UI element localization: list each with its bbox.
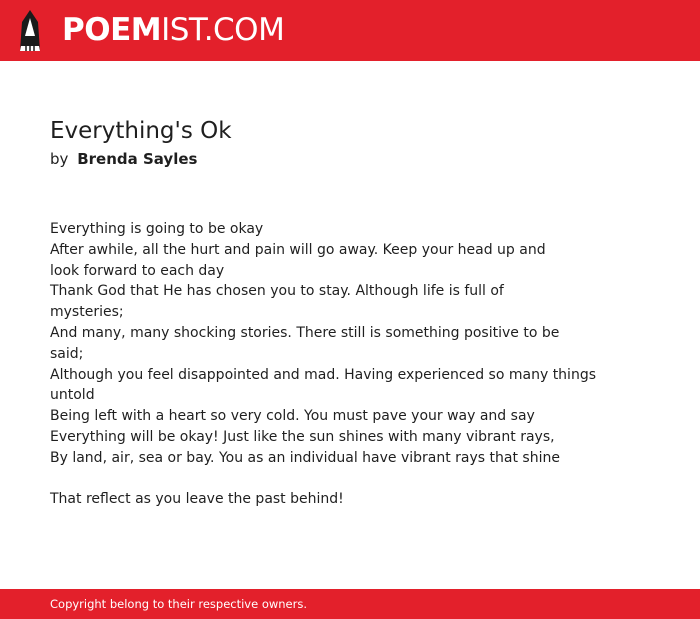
poem-title: Everything's Ok	[50, 118, 232, 144]
site-footer	[0, 589, 700, 619]
poem-line: said;	[50, 345, 84, 362]
poem-line: Everything will be okay! Just like the sun shines with many vibrant rays,	[50, 428, 555, 445]
logo-text-bold: POEM	[62, 12, 162, 48]
poem-line: By land, air, sea or bay. You as an individual have vibrant rays that shine	[50, 449, 560, 466]
logo-text-light: IST.COM	[161, 12, 285, 48]
poem-line: Although you feel disappointed and mad. Having experienced so many things	[50, 366, 596, 383]
site-header	[0, 0, 700, 61]
poem-line: Thank God that He has chosen you to stay. Although life is full of	[50, 283, 504, 300]
poem-line: mysteries;	[50, 304, 124, 321]
poem-line: After awhile, all the hurt and pain will go away. Keep your head up and	[50, 241, 546, 258]
pencil-logo-icon[interactable]	[18, 10, 42, 51]
poem-line: look forward to each day	[50, 262, 225, 279]
site-logo[interactable]	[62, 13, 284, 47]
poem-line: And many, many shocking stories. There still is something positive to be	[50, 324, 560, 341]
poem-line: Being left with a heart so very cold. You must pave your way and say	[50, 408, 535, 425]
author-name[interactable]: Brenda Sayles	[77, 150, 198, 168]
poem-line: Everything is going to be okay	[50, 221, 264, 237]
poem-body	[50, 219, 610, 510]
poem-line: untold	[50, 387, 95, 404]
poem-blank-line	[50, 469, 610, 490]
byline	[50, 149, 197, 169]
by-label: by	[50, 150, 69, 168]
copyright-notice: Copyright belong to their respective owners.	[50, 597, 308, 611]
poem-line: That reflect as you leave the past behind!	[50, 491, 344, 508]
